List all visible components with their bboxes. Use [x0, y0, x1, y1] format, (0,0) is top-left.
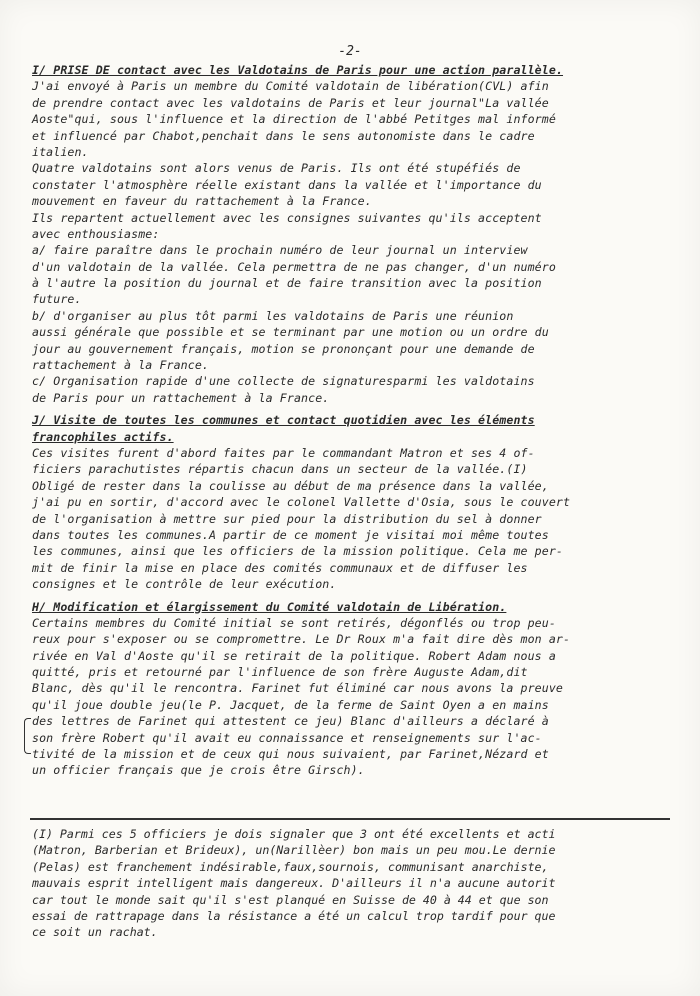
text-line: Ces visites furent d'abord faites par le commandant Matron et ses 4 of- — [32, 445, 535, 460]
text-line: italien. — [32, 144, 89, 159]
text-line: rattachement à la France. — [32, 358, 210, 373]
text-line: tivité de la mission et de ceux qui nous suivaient, par Farinet,Nézard et — [32, 747, 549, 762]
text-line: ficiers parachutistes répartis chacun dans un secteur de la vallée.(I) — [32, 462, 528, 477]
text-line: c/ Organisation rapide d'une collecte de signaturesparmi les valdotains — [32, 374, 535, 389]
text-line: mouvement en faveur du rattachement à la France. — [32, 194, 372, 209]
text-line: son frère Robert qu'il avait eu connaissance et renseignements sur l'ac- — [32, 730, 542, 745]
text-line: de prendre contact avec les valdotains de Paris et leur journal"La vallée — [32, 95, 549, 110]
section-heading-i: I/ PRISE DE contact avec les Valdotains de Paris pour une action parallèle. — [32, 63, 564, 77]
text-line: quitté, pris et retourné par l'influence de son frère Auguste Adam,dit — [32, 665, 528, 680]
text-line: d'un valdotain de la vallée. Cela permettra de ne pas changer, d'un numéro — [32, 259, 556, 274]
footnote-line: ce soit un rachat. — [32, 925, 158, 940]
text-line: mit de finir la mise en place des comités communaux et de diffuser les — [32, 560, 528, 575]
text-line: de Paris pour un rattachement à la France. — [32, 390, 330, 405]
text-line: future. — [32, 292, 82, 307]
text-line: Aoste"qui, sous l'influence et la direction de l'abbé Petitges mal informé — [32, 112, 556, 127]
text-line: de l'organisation à mettre sur pied pour la distribution du sel à donner — [32, 511, 542, 526]
footnote-line: (Matron, Barberian et Brideux), un(Narillèer) bon mais un peu mou.Le dernie — [32, 843, 556, 858]
text-line: Ils repartent actuellement avec les consignes suivantes qu'ils acceptent — [32, 210, 542, 225]
text-line: des lettres de Farinet qui attestent ce jeu) Blanc d'ailleurs a déclaré à — [32, 714, 549, 729]
footnote-line: mauvais esprit intelligent mais dangereux. D'ailleurs il n'a aucune autorit — [32, 876, 556, 891]
footnote-line: car tout le monde sait qu'il s'est planqué en Suisse de 40 à 44 et que son — [32, 892, 549, 907]
document-body — [32, 62, 672, 779]
text-line: les communes, ainsi que les officiers de la mission politique. Cela me per- — [32, 544, 564, 559]
text-line: et influencé par Chabot,penchait dans le sens autonomiste dans le cadre — [32, 128, 535, 143]
text-line: dans toutes les communes.A partir de ce moment je visitai moi même toutes — [32, 527, 549, 542]
footnote-line: (Pelas) est franchement indésirable,faux,sournois, communisant anarchiste, — [32, 859, 549, 874]
text-line: consignes et le contrôle de leur exécution. — [32, 577, 337, 592]
section-heading-j-cont: francophiles actifs. — [32, 429, 174, 444]
handwritten-bracket — [24, 718, 31, 754]
page-number: -2- — [338, 44, 362, 59]
footnote-line: (I) Parmi ces 5 officiers je dois signaler que 3 ont été excellents et acti — [32, 827, 556, 841]
text-line: Obligé de rester dans la coulisse au début de ma présence dans la vallée, — [32, 478, 549, 493]
text-line: Quatre valdotains sont alors venus de Paris. Ils ont été stupéfiés de — [32, 161, 521, 176]
footnote — [32, 826, 672, 941]
text-line: aussi générale que possible et se terminant par une motion ou un ordre du — [32, 325, 549, 340]
text-line: J'ai envoyé à Paris un membre du Comité valdotain de libération(CVL) afin — [32, 79, 549, 94]
text-line: j'ai pu en sortir, d'accord avec le colonel Vallette d'Osia, sous le couvert — [32, 495, 571, 510]
section-heading-j: J/ Visite de toutes les communes et contact quotidien avec les éléments — [32, 413, 535, 428]
section-heading-h: H/ Modification et élargissement du Comité valdotain de Libération. — [32, 599, 507, 614]
text-line: jour au gouvernement français, motion se prononçant pour une demande de — [32, 341, 535, 356]
footnote-divider — [30, 818, 670, 820]
footnote-line: essai de rattrapage dans la résistance a été un calcul trop tardif pour que — [32, 908, 556, 923]
text-line: constater l'atmosphère réelle existant dans la vallée et l'importance du — [32, 177, 542, 192]
text-line: qu'il joue double jeu(le P. Jacquet, de la ferme de Saint Oyen a en mains — [32, 697, 549, 712]
text-line: reux pour s'exposer ou se compromettre. Le Dr Roux m'a fait dire dès mon ar- — [32, 632, 571, 647]
text-line: un officier français que je crois être Girsch). — [32, 763, 365, 778]
text-line: Blanc, dès qu'il le rencontra. Farinet fut éliminé car nous avons la preuve — [32, 681, 564, 696]
text-line: à l'autre la position du journal et de faire transition avec la position — [32, 276, 542, 291]
text-line: a/ faire paraître dans le prochain numéro de leur journal un interview — [32, 243, 528, 258]
text-line: avec enthousiasme: — [32, 226, 160, 241]
text-line: rivée en Val d'Aoste qu'il se retirait de la politique. Robert Adam nous a — [32, 648, 556, 663]
text-line: Certains membres du Comité initial se sont retirés, dégonflés ou trop peu- — [32, 615, 556, 630]
text-line: b/ d'organiser au plus tôt parmi les valdotains de Paris une réunion — [32, 308, 514, 323]
